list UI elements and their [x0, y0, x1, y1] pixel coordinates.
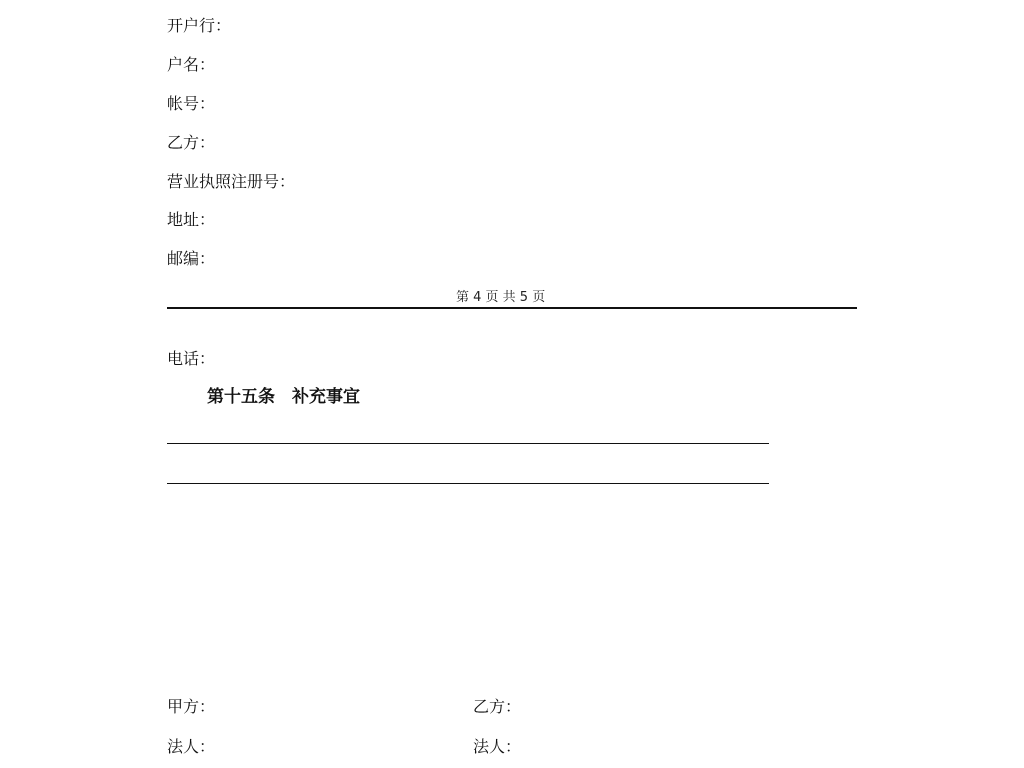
postcode-label: 邮编： — [167, 249, 216, 268]
article-title: 第十五条 补充事宜 — [207, 387, 360, 407]
phone-label: 电话： — [167, 349, 216, 368]
party-b-legal-label: 法人： — [473, 737, 522, 756]
party-b-label: 乙方： — [167, 133, 216, 152]
account-number-label: 帐号： — [167, 94, 216, 113]
party-a-signature-label: 甲方： — [167, 697, 216, 716]
party-a-legal-label: 法人： — [167, 737, 216, 756]
bank-label: 开户行： — [167, 16, 232, 35]
party-b-signature-label: 乙方： — [473, 697, 522, 716]
blank-fill-line — [167, 483, 769, 484]
page-number: 第 4 页 共 5 页 — [456, 290, 546, 305]
address-label: 地址： — [167, 210, 216, 229]
blank-fill-line — [167, 443, 769, 444]
page-divider — [167, 307, 857, 309]
account-name-label: 户名： — [167, 55, 216, 74]
license-number-label: 营业执照注册号： — [167, 172, 296, 191]
